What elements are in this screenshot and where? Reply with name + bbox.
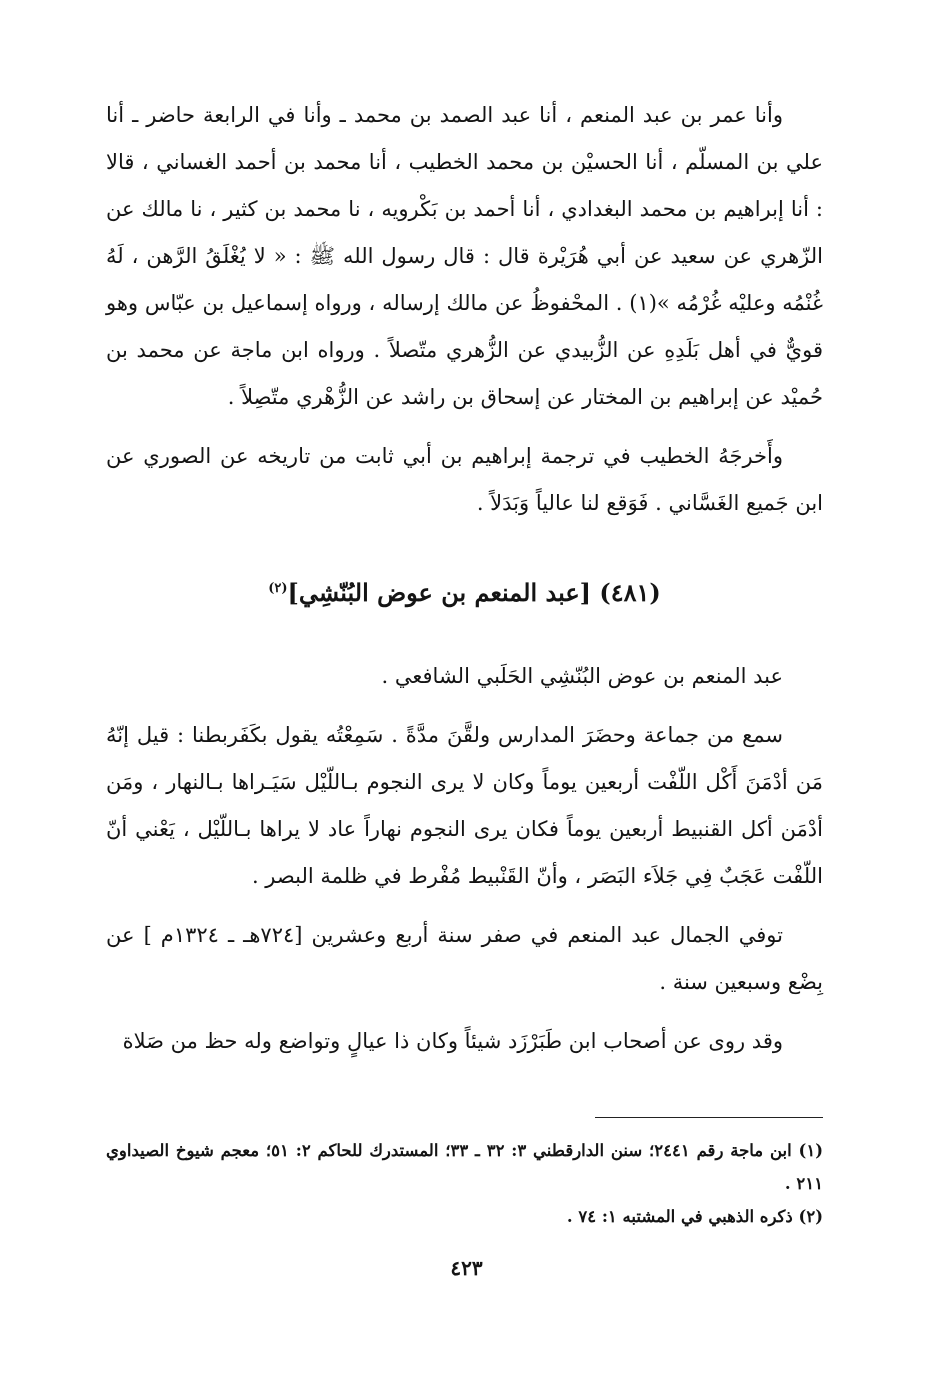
paragraph-khatib: وأَخرجَهُ الخطيب في ترجمة إبراهيم بن أبي ثابت من تاريخه عن الصوري عن ابن جَميع الغَسَّاني . فَوَقع لنا عالياً وَبَدَلاً . <box>106 444 823 515</box>
footnote-2: (٢) ذكره الذهبي في المشتبه ١: ٧٤ . <box>566 1207 823 1226</box>
footnote-1: (١) ابن ماجة رقم ٢٤٤١؛ سنن الدارقطني ٣: ٣٢ ـ ٣٣؛ المستدرك للحاكم ٢: ٥١؛ معجم شيوخ الصيداوي ٢١١ . <box>106 1141 824 1193</box>
paragraph-name: عبد المنعم بن عوض البُنّشِي الحَلَبي الشافعي . <box>381 664 783 688</box>
footnote-divider <box>595 1117 823 1118</box>
footnotes <box>106 1134 823 1233</box>
entry-heading-text: (٤٨١) [عبد المنعم بن عوض البُنّشِي] <box>287 578 661 607</box>
page-number: ٤٢٣ <box>450 1256 483 1280</box>
paragraph-biography: سمع من جماعة وحضَرَ المدارس ولقَّنَ مدَّةً . سَمِعْتُه يقول بكَفَربطنا : قيل إنّهُ مَن أدْمَنَ أَكْل اللّفْت أربعين يوماً وكان لا يرى النجوم بـاللّيْل سَيَـراها بـالنهار ، ومَن أدْمَن أكل القنبيط أربعين يوماً فكان يرى النجوم نهاراً عاد لا يراها بـاللّيْل ، يَعْني أنّ اللّفْت عَجَبٌ فِي جَلاَء البَصَر ، وأنّ القَنْبيط مُفْرط في ظلمة البصر . <box>106 723 823 888</box>
entry-heading <box>106 569 823 613</box>
paragraph-death: توفي الجمال عبد المنعم في صفر سنة أربع وعشرين [٧٢٤هـ ـ ١٣٢٤م ] عن بِضْع وسبعين سنة . <box>106 923 823 994</box>
entry-heading-footnote-ref: (٢) <box>268 581 288 596</box>
paragraph-narration: وقد روى عن أصحاب ابن طَبَرْزَد شيئاً وكان ذا عيالٍ وتواضع وله حظ من صَلاة <box>122 1029 783 1053</box>
paragraph-isnad: وأنا عمر بن عبد المنعم ، أنا عبد الصمد بن محمد ـ وأنا في الرابعة حاضر ـ أنا علي بن المسلّم ، أنا الحسيْن بن محمد الخطيب ، أنا محمد بن أحمد الغساني ، قالا : أنا إبراهيم بن محمد البغدادي ، أنا أحمد بن بَكْرويه ، نا محمد بن كثير ، نا مالك عن الزّهري عن سعيد عن أبي هُرَيْرة قال : قال رسول الله ﷺ : « لا يُغْلَقُ الرَّهن ، لَهُ غُنْمُه وعليْه غُرْمُه »(١) . المحْفوظُ عن مالك إرساله ، ورواه إسماعيل بن عبّاس وهو قويٌّ في أهل بَلَدِهِ عن الزُّبيدي عن الزُّهري متّصلاً . ورواه ابن ماجة عن محمد بن حُميْد عن إبراهيم بن المختار عن إسحاق بن راشد عن الزُّهْري متّصِلاً . <box>106 103 823 409</box>
